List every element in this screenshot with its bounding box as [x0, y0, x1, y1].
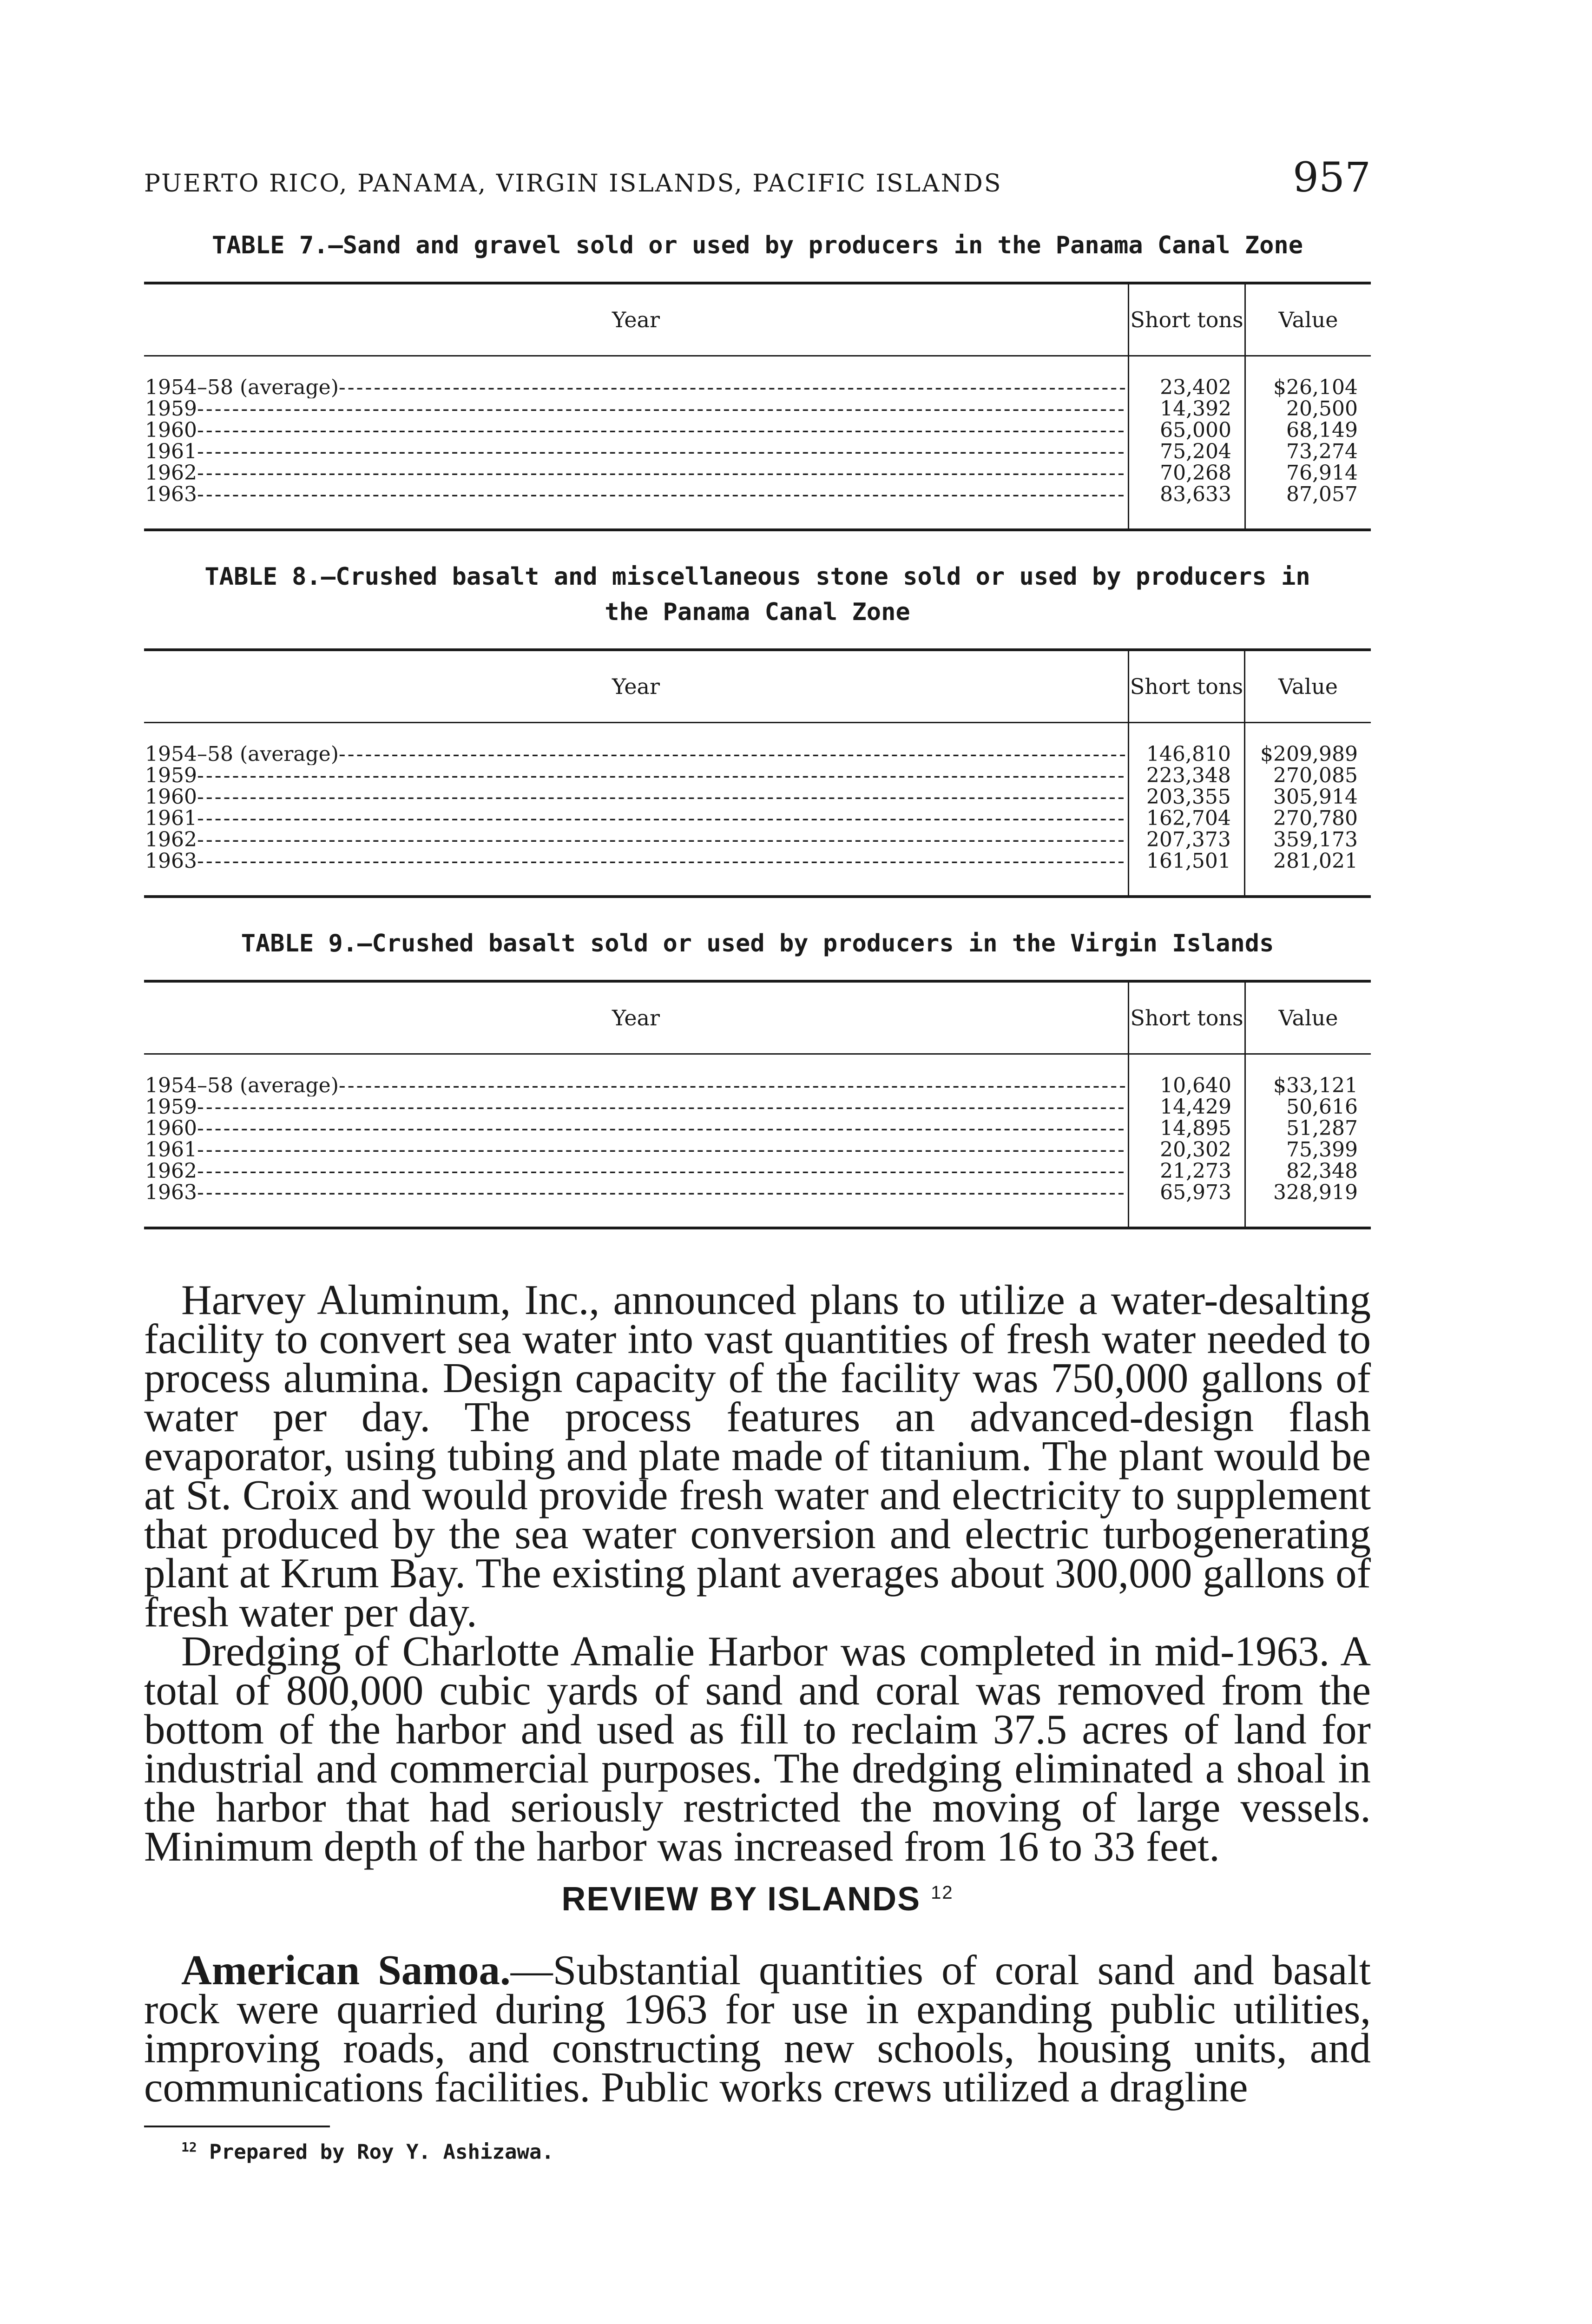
- table-row: 1961---------------------------------------------------------------------------------------------------------- 75,204 73,274: [144, 441, 1371, 462]
- table-row: 1954–58 (average)------------------------------------------------------------------------------------------ 146,810 $209,989: [144, 723, 1371, 766]
- table-title-line: TABLE 8.—Crushed basalt and miscellaneous stone sold or used by producers in: [204, 563, 1310, 591]
- value-cell: 328,919: [1245, 1182, 1371, 1228]
- year-cell: 1962: [145, 1161, 197, 1182]
- value-cell: 51,287: [1245, 1118, 1371, 1139]
- short-tons-cell: 10,640: [1128, 1054, 1245, 1097]
- table-row: 1961---------------------------------------------------------------------------------------------------------- 162,704 270,780: [144, 808, 1371, 829]
- footnote: [181, 2139, 1371, 2164]
- short-tons-cell: 14,895: [1128, 1118, 1245, 1139]
- year-cell: 1962: [145, 462, 197, 484]
- short-tons-cell: 65,973: [1128, 1182, 1245, 1228]
- short-tons-cell: 14,392: [1128, 398, 1245, 420]
- table-9-grid: [144, 980, 1371, 1229]
- short-tons-cell: 203,355: [1128, 786, 1244, 808]
- running-head: PUERTO RICO, PANAMA, VIRGIN ISLANDS, PACIFIC ISLANDS: [144, 170, 1002, 198]
- short-tons-cell: 65,000: [1128, 420, 1245, 441]
- value-cell: 73,274: [1245, 441, 1371, 462]
- table-8: [144, 559, 1371, 898]
- table-row: 1962---------------------------------------------------------------------------------------------------------- 207,373 359,173: [144, 829, 1371, 851]
- short-tons-cell: 70,268: [1128, 462, 1245, 484]
- short-tons-cell: 223,348: [1128, 765, 1244, 786]
- year-cell: 1959: [145, 765, 197, 786]
- page-header: [144, 153, 1371, 209]
- value-cell: 87,057: [1245, 484, 1371, 530]
- column-header-short-tons: Short tons: [1128, 981, 1245, 1054]
- value-cell: 76,914: [1245, 462, 1371, 484]
- column-header-short-tons: Short tons: [1128, 283, 1245, 356]
- table-row: 1954–58 (average)------------------------------------------------------------------------------------------ 10,640 $33,121: [144, 1054, 1371, 1097]
- column-header-short-tons: Short tons: [1128, 650, 1244, 723]
- table-row: 1962---------------------------------------------------------------------------------------------------------- 21,273 82,348: [144, 1161, 1371, 1182]
- value-cell: 75,399: [1245, 1139, 1371, 1161]
- paragraph-samoa-text: —Substantial quantities of coral sand and basalt rock were quarried during 1963 for use in expanding public utilities, improving roads, and constructing new schools, housing units, and communications facilities. Public works crews utilized a dragline: [144, 1947, 1371, 2111]
- table-8-grid: [144, 648, 1371, 898]
- value-cell: 305,914: [1244, 786, 1371, 808]
- short-tons-cell: 23,402: [1128, 356, 1245, 399]
- short-tons-cell: 14,429: [1128, 1096, 1245, 1118]
- table-row: 1959---------------------------------------------------------------------------------------------------------- 223,348 270,085: [144, 765, 1371, 786]
- short-tons-cell: 161,501: [1128, 851, 1244, 897]
- short-tons-cell: 21,273: [1128, 1161, 1245, 1182]
- value-cell: 82,348: [1245, 1161, 1371, 1182]
- short-tons-cell: 162,704: [1128, 808, 1244, 829]
- year-cell: 1954–58 (average): [145, 1074, 339, 1096]
- year-cell: 1963: [145, 851, 197, 873]
- column-header-year: Year: [144, 283, 1128, 356]
- table-7-title: [144, 228, 1371, 263]
- value-cell: 270,780: [1244, 808, 1371, 829]
- value-cell: $33,121: [1245, 1054, 1371, 1097]
- run-in-heading: American Samoa.: [181, 1947, 511, 1994]
- year-cell: 1961: [145, 808, 197, 829]
- value-cell: 20,500: [1245, 398, 1371, 420]
- value-cell: $26,104: [1245, 356, 1371, 399]
- section-heading-text: REVIEW BY ISLANDS: [561, 1881, 921, 1918]
- year-cell: 1961: [145, 1139, 197, 1161]
- table-row: 1960---------------------------------------------------------------------------------------------------------- 65,000 68,149: [144, 420, 1371, 441]
- section-heading: [144, 1880, 1371, 1918]
- year-cell: 1960: [145, 786, 197, 808]
- footnote-mark: 12: [181, 2139, 197, 2155]
- year-cell: 1963: [145, 484, 197, 506]
- short-tons-cell: 146,810: [1128, 723, 1244, 766]
- year-cell: 1954–58 (average): [145, 742, 339, 765]
- value-cell: 359,173: [1244, 829, 1371, 851]
- value-cell: 50,616: [1245, 1096, 1371, 1118]
- column-header-year: Year: [144, 650, 1128, 723]
- column-header-value: Value: [1244, 650, 1371, 723]
- table-row: 1959---------------------------------------------------------------------------------------------------------- 14,429 50,616: [144, 1096, 1371, 1118]
- short-tons-cell: 83,633: [1128, 484, 1245, 530]
- short-tons-cell: 75,204: [1128, 441, 1245, 462]
- year-cell: 1954–58 (average): [145, 376, 339, 398]
- year-cell: 1959: [145, 398, 197, 420]
- table-row: 1954–58 (average)------------------------------------------------------------------------------------------ 23,402 $26,104: [144, 356, 1371, 399]
- footnote-divider: [144, 2126, 330, 2127]
- table-row: 1963---------------------------------------------------------------------------------------------------------- 83,633 87,057: [144, 484, 1371, 530]
- table-title-line: the Panama Canal Zone: [605, 598, 910, 626]
- table-row: 1961---------------------------------------------------------------------------------------------------------- 20,302 75,399: [144, 1139, 1371, 1161]
- table-row: 1963---------------------------------------------------------------------------------------------------------- 65,973 328,919: [144, 1182, 1371, 1228]
- table-7-grid: [144, 282, 1371, 531]
- table-8-title: [144, 559, 1371, 630]
- table-9: [144, 926, 1371, 1229]
- page: [144, 153, 1371, 2164]
- table-9-title: [144, 926, 1371, 961]
- table-row: 1959---------------------------------------------------------------------------------------------------------- 14,392 20,500: [144, 398, 1371, 420]
- paragraph-harvey-aluminum: Harvey Aluminum, Inc., announced plans to utilize a water-desalting facility to convert sea water into vast quantities of fresh water needed to process alumina. Design capacity of the facility was 750,000 gallons of water per day. The process features an advanced-design flash evaporator, using tubing and plate made of titanium. The plant would be at St. Croix and would provide fresh water and electricity to supplement that produced by the sea water conversion and electric turbogenerating plant at Krum Bay. The existing plant averages about 300,000 gallons of fresh water per day.: [144, 1276, 1371, 1636]
- year-cell: 1961: [145, 441, 197, 462]
- year-cell: 1962: [145, 829, 197, 851]
- table-row: 1963---------------------------------------------------------------------------------------------------------- 161,501 281,021: [144, 851, 1371, 897]
- short-tons-cell: 207,373: [1128, 829, 1244, 851]
- value-cell: 68,149: [1245, 420, 1371, 441]
- value-cell: $209,989: [1244, 723, 1371, 766]
- paragraph-american-samoa: [144, 1947, 1371, 2111]
- body-text-samoa: [144, 1947, 1371, 2111]
- footnote-reference: 12: [931, 1882, 954, 1903]
- table-row: 1960---------------------------------------------------------------------------------------------------------- 203,355 305,914: [144, 786, 1371, 808]
- year-cell: 1960: [145, 1118, 197, 1139]
- table-row: 1960---------------------------------------------------------------------------------------------------------- 14,895 51,287: [144, 1118, 1371, 1139]
- year-cell: 1960: [145, 420, 197, 441]
- table-7: [144, 228, 1371, 531]
- value-cell: 270,085: [1244, 765, 1371, 786]
- short-tons-cell: 20,302: [1128, 1139, 1245, 1161]
- value-cell: 281,021: [1244, 851, 1371, 897]
- table-title-line: TABLE 9.—Crushed basalt sold or used by producers in the Virgin Islands: [241, 930, 1274, 957]
- column-header-value: Value: [1245, 981, 1371, 1054]
- paragraph-charlotte-amalie: Dredging of Charlotte Amalie Harbor was completed in mid-1963. A total of 800,000 cubic yards of sand and coral was removed from the bottom of the harbor and used as fill to reclaim 37.5 acres of land for industrial and commercial purposes. The dredging eliminated a shoal in the harbor that had seriously restricted the moving of large vessels. Minimum depth of the harbor was increased from 16 to 33 feet.: [144, 1628, 1371, 1870]
- table-row: 1962---------------------------------------------------------------------------------------------------------- 70,268 76,914: [144, 462, 1371, 484]
- year-cell: 1959: [145, 1096, 197, 1118]
- column-header-year: Year: [144, 981, 1128, 1054]
- page-number: 957: [1293, 153, 1371, 201]
- column-header-value: Value: [1245, 283, 1371, 356]
- year-cell: 1963: [145, 1182, 197, 1204]
- table-title-line: TABLE 7.—Sand and gravel sold or used by producers in the Panama Canal Zone: [212, 231, 1303, 259]
- footnote-text: Prepared by Roy Y. Ashizawa.: [209, 2140, 554, 2164]
- body-text: [144, 1276, 1371, 1870]
